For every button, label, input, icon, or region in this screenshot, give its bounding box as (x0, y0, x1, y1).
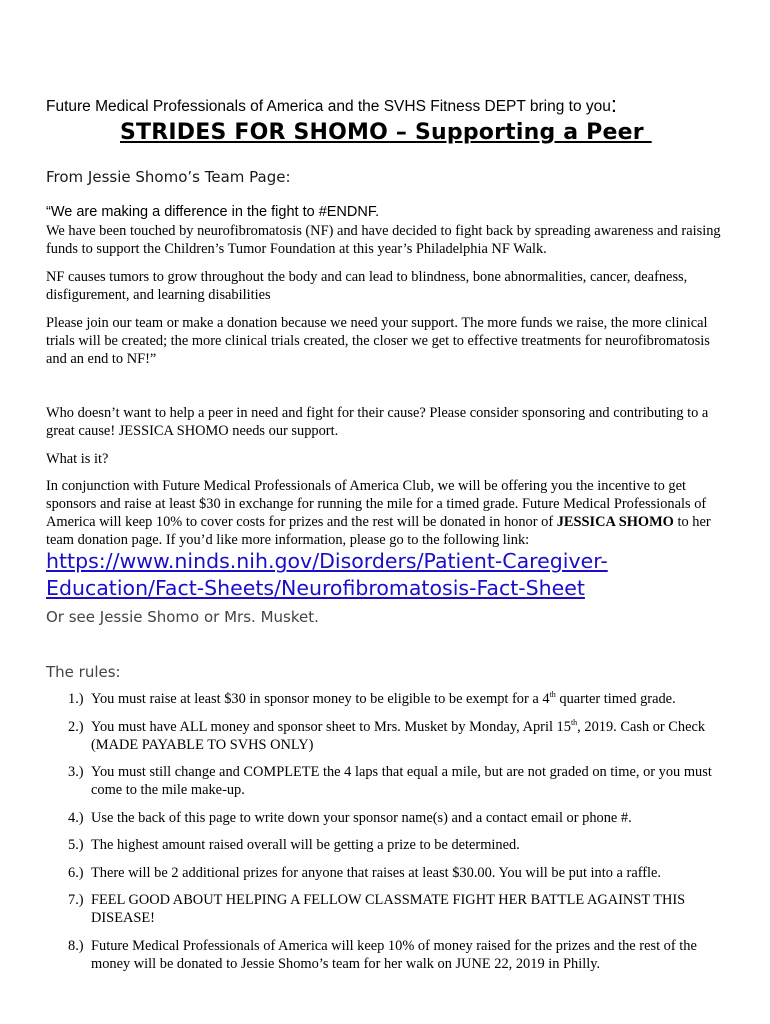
rule-number: 1.) (68, 691, 84, 707)
honoree-name: JESSICA SHOMO (556, 514, 674, 530)
rule-number: 3.) (68, 764, 84, 780)
rule-item (68, 836, 730, 854)
rule-item (68, 763, 730, 799)
intro-line (46, 92, 617, 118)
intro-colon: : (610, 92, 617, 117)
rule-text: Use the back of this page to write down your sponsor name(s) and a contact email or phone #. (91, 809, 632, 826)
rule-number: 6.) (68, 864, 84, 881)
rules-heading: The rules: (46, 663, 121, 681)
rule-item (68, 718, 730, 754)
rule-text: There will be 2 additional prizes for anyone that raises at least $30.00. You will be put into a raffle. (91, 864, 662, 881)
rule-text-part: You must raise at least $30 in sponsor money to be eligible to be exempt for a 4 (91, 691, 550, 707)
rule-item (68, 937, 730, 973)
rule-number: 7.) (68, 892, 84, 908)
ordinal-suffix: th (549, 690, 556, 700)
appeal-paragraph: Who doesn’t want to help a peer in need and fight for their cause? Please consider sponsoring and contributing to a great cause! JESSICA SHOMO needs our support. (46, 405, 709, 439)
quote-paragraph-2: NF causes tumors to grow throughout the body and can lead to blindness, bone abnormalities, cancer, deafness, disfigurement, and learning disabilities (46, 269, 688, 303)
conjunction-paragraph (46, 477, 726, 549)
from-label: From Jessie Shomo’s Team Page: (46, 168, 291, 186)
rule-item (68, 690, 730, 708)
rule-text (91, 690, 730, 708)
rule-item (68, 891, 730, 927)
rule-text-part: , 2019. Cash or Check (MADE PAYABLE TO SVHS ONLY) (91, 718, 706, 753)
conjunction-text-before: In conjunction with Future Medical Professionals of America Club, we will be offering you the incentive to get sponsors and raise at least $30 in exchange for running the mile for a timed grade. Future Medical Professionals of America will keep 10% to cover costs for prizes and the rest will be donated in honor of (46, 478, 707, 530)
rule-text-part: quarter timed grade. (555, 691, 676, 707)
rule-number: 5.) (68, 837, 84, 853)
rule-number: 2.) (68, 718, 84, 735)
quote-paragraph-1: We have been touched by neurofibromatosis (NF) and have decided to fight back by spreading awareness and raising funds to support the Children’s Tumor Foundation at this year’s Philadelphia NF Walk. (46, 223, 721, 257)
rule-text-part: You must have ALL money and sponsor sheet to Mrs. Musket by Monday, April 15 (91, 718, 571, 735)
rules-list (68, 690, 730, 982)
rule-number: 8.) (68, 937, 84, 954)
rule-item (68, 864, 730, 882)
rule-number: 4.) (68, 809, 84, 826)
quote-lead: “We are making a difference in the fight to #ENDNF. (46, 204, 380, 220)
rule-text: FEEL GOOD ABOUT HELPING A FELLOW CLASSMATE FIGHT HER BATTLE AGAINST THIS DISEASE! (91, 892, 686, 926)
what-is-it-heading: What is it? (46, 451, 109, 467)
rule-item (68, 809, 730, 827)
rule-text: The highest amount raised overall will be getting a prize to be determined. (91, 837, 520, 853)
ordinal-suffix: th (570, 717, 578, 727)
or-see-text: Or see Jessie Shomo or Mrs. Musket. (46, 608, 319, 626)
fact-sheet-link[interactable]: https://www.ninds.nih.gov/Disorders/Patient-Caregiver-Education/Fact-Sheets/Neurofibromatosis-Fact-Sheet (46, 549, 608, 600)
intro-text: Future Medical Professionals of America and the SVHS Fitness DEPT bring to you (46, 98, 611, 115)
conjunction-text-after: to her team donation page. If you’d like more information, please go to the following link: (46, 514, 711, 548)
rule-text (91, 718, 730, 754)
rule-text: Future Medical Professionals of America will keep 10% of money raised for the prizes and the rest of the money will be donated to Jessie Shomo’s team for her walk on JUNE 22, 2019 in Philly. (91, 937, 697, 972)
rule-text: You must still change and COMPLETE the 4 laps that equal a mile, but are not graded on time, or you must come to the mile make-up. (91, 764, 712, 798)
page-title: STRIDES FOR SHOMO – Supporting a Peer (120, 120, 652, 145)
quote-paragraph-3: Please join our team or make a donation because we need your support. The more funds we raise, the more clinical trials will be created; the more clinical trials created, the closer we get to effective treatments for neurofibromatosis and an end to NF!” (46, 315, 710, 367)
